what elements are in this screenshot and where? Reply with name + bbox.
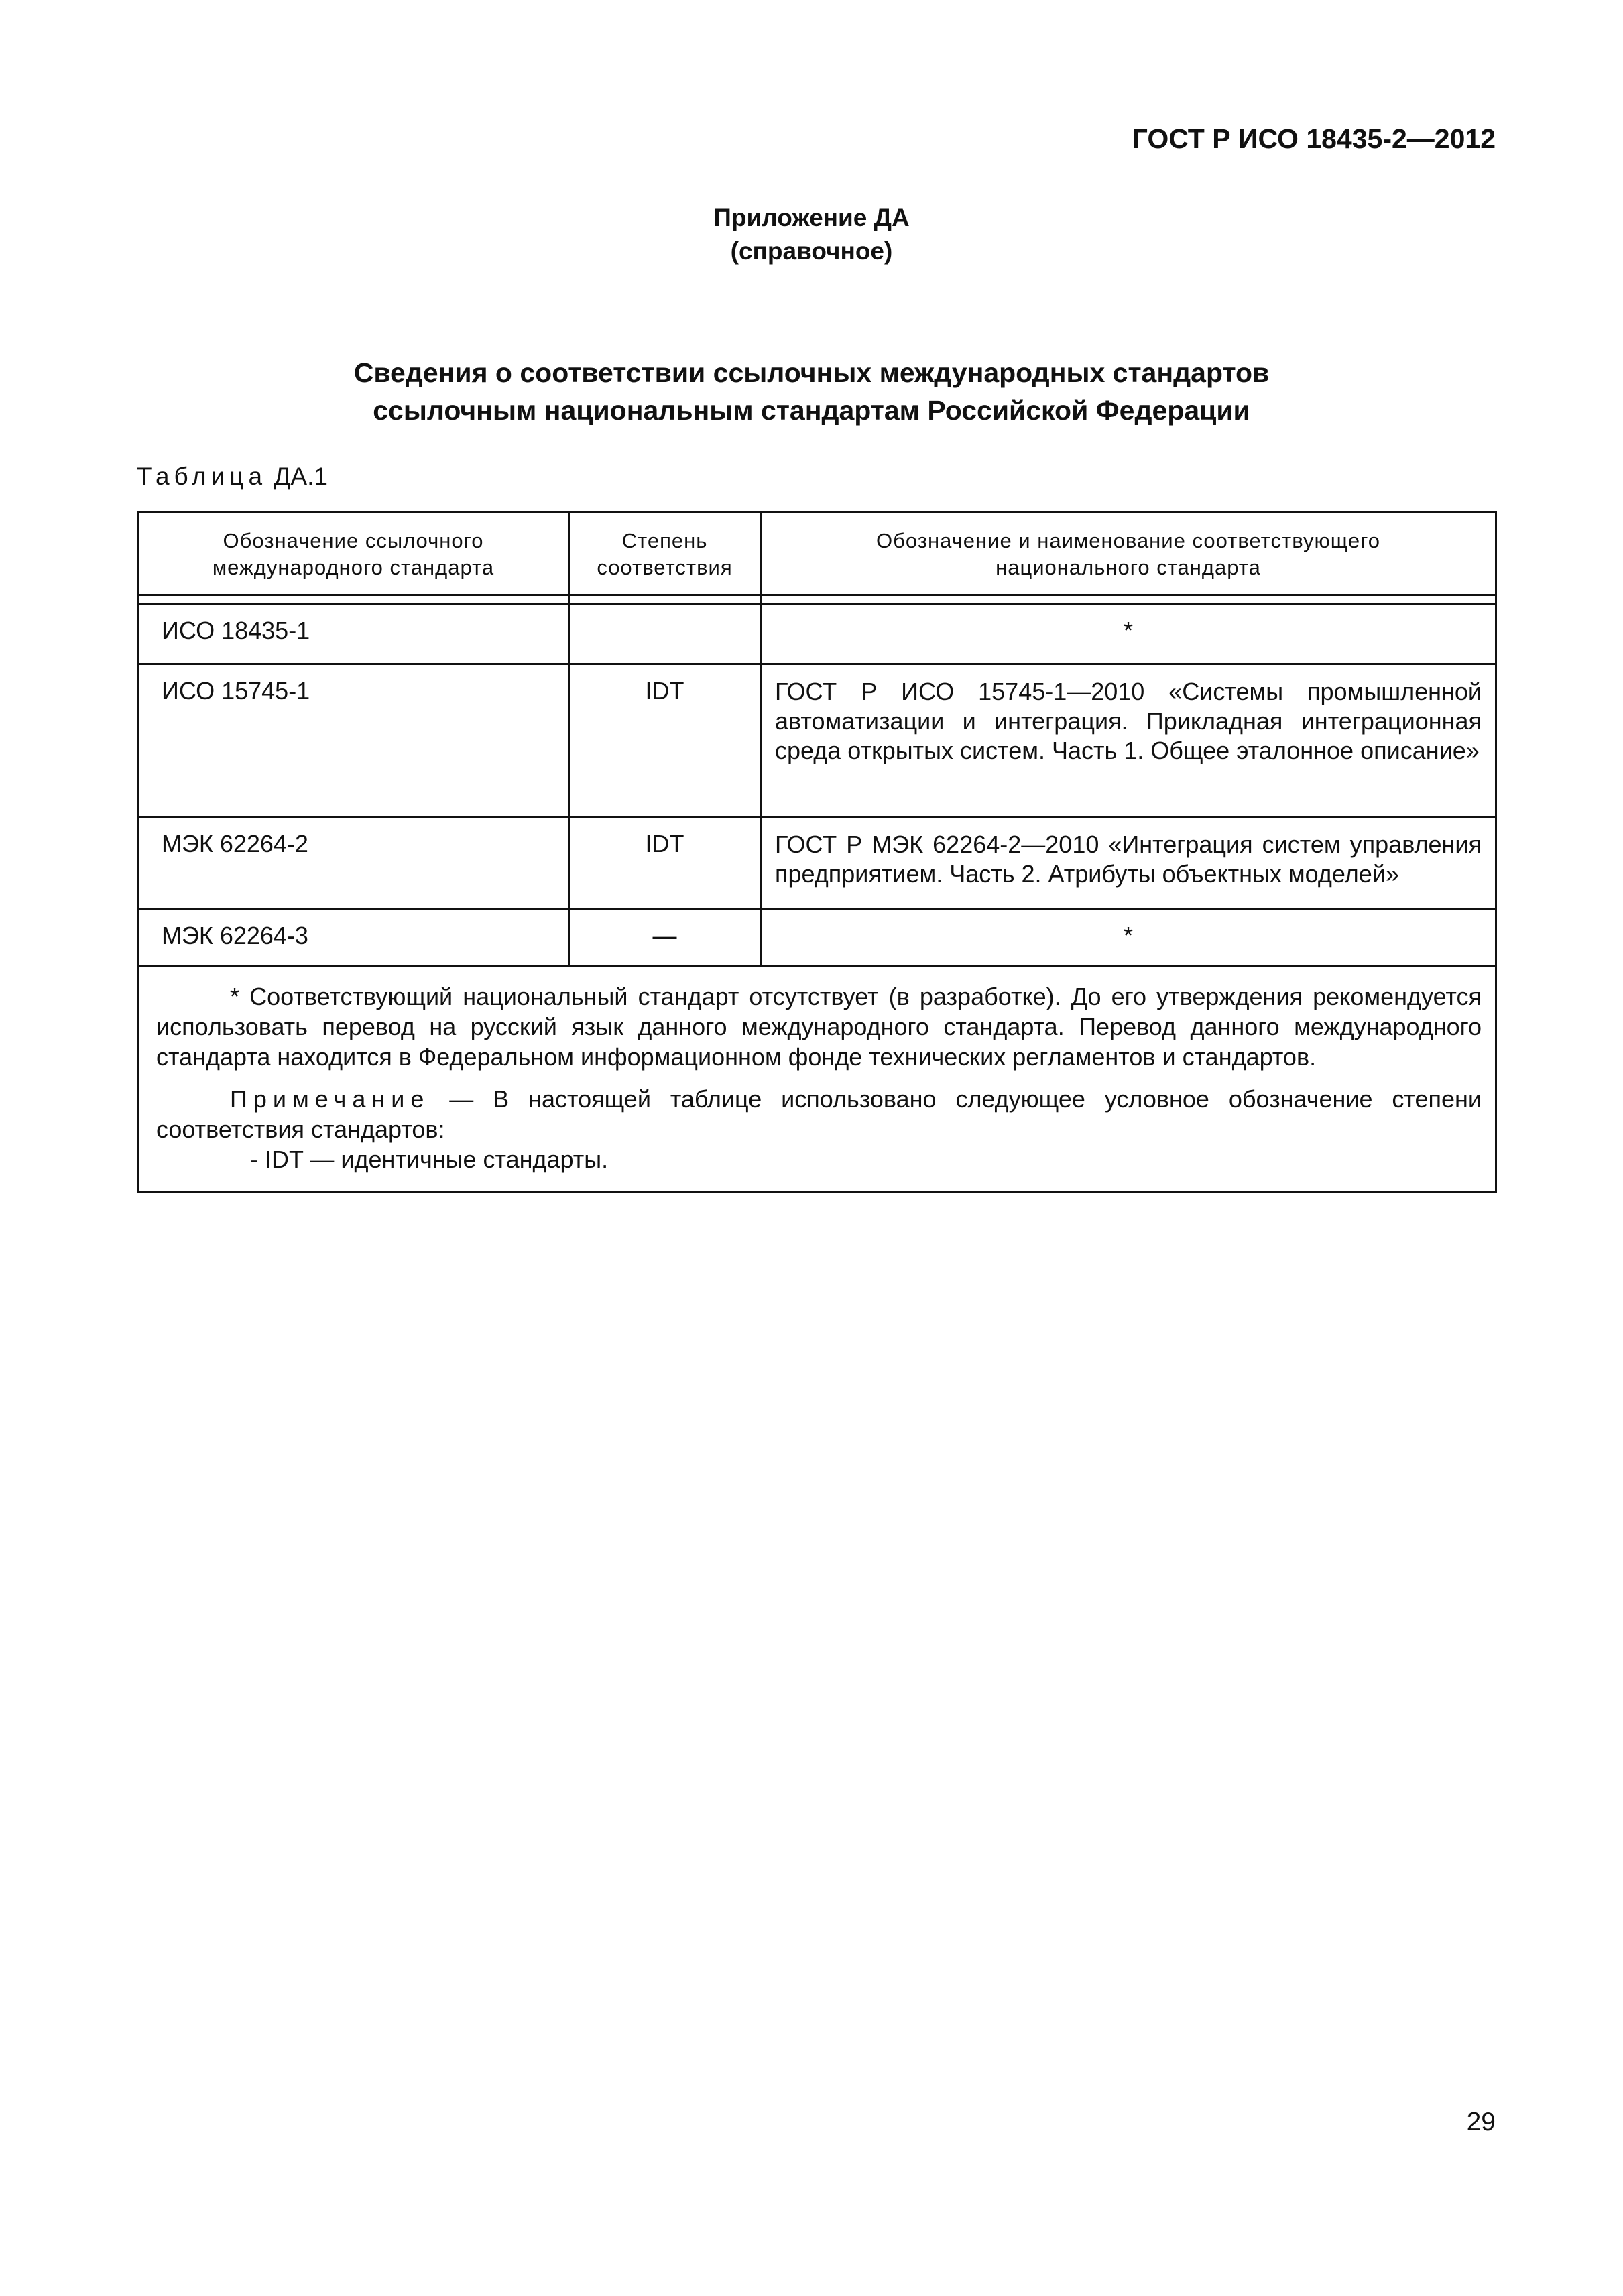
table-footer-row (138, 966, 1496, 1192)
gap-cell (569, 595, 761, 604)
cell-ref: МЭК 62264-3 (138, 909, 569, 966)
header-ref-line-1: Обозначение ссылочного (223, 529, 484, 552)
note-list-item: - IDT — идентичные стандарты. (250, 1146, 609, 1173)
header-national-line-1: Обозначение и наименование соответствующего (876, 529, 1381, 552)
header-national-line-2: национального стандарта (996, 556, 1261, 579)
header-ref-line-2: международного стандарта (212, 556, 495, 579)
table-label (137, 463, 328, 491)
section-title (0, 354, 1623, 429)
table-row (138, 604, 1496, 664)
footnote-text: * Соответствующий национальный стандарт отсутствует (в разработке). До его утверждения рекомендуется использовать перевод на русский язык данного международного стандарта. Перевод данного международного стандарта находится в Федеральном информационном фонде технических регламентов и стандартов. (156, 983, 1482, 1071)
section-title-line-2: ссылочным национальным стандартам Российской Федерации (373, 395, 1250, 426)
footer-spacer (156, 1072, 1482, 1084)
cell-degree: IDT (569, 817, 761, 909)
document-code: ГОСТ Р ИСО 18435-2—2012 (1132, 123, 1496, 154)
cell-degree (569, 604, 761, 664)
cell-national: * (761, 604, 1496, 664)
annex-heading (0, 201, 1623, 268)
header-national-standard (761, 512, 1496, 595)
header-degree-line-1: Степень (621, 529, 708, 552)
table-label-number: ДА.1 (267, 463, 328, 490)
header-degree-line-2: соответствия (597, 556, 733, 579)
cell-national: ГОСТ Р ИСО 15745-1—2010 «Системы промышленной автоматизации и интеграция. Прикладная интеграционная среда открытых систем. Часть 1. Общее эталонное описание» (761, 664, 1496, 817)
annex-title: Приложение ДА (713, 204, 910, 231)
cell-national: * (761, 909, 1496, 966)
cell-ref: ИСО 18435-1 (138, 604, 569, 664)
cell-degree: IDT (569, 664, 761, 817)
table-row (138, 909, 1496, 966)
table-footer (138, 966, 1496, 1192)
gap-cell (138, 595, 569, 604)
annex-kind: (справочное) (730, 237, 893, 265)
table-row (138, 817, 1496, 909)
table-row (138, 664, 1496, 817)
cell-national: ГОСТ Р МЭК 62264-2—2010 «Интеграция систем управления предприятием. Часть 2. Атрибуты объектных моделей» (761, 817, 1496, 909)
cell-ref: МЭК 62264-2 (138, 817, 569, 909)
section-title-line-1: Сведения о соответствии ссылочных международных стандартов (353, 357, 1270, 388)
table-label-word: Таблица (137, 463, 267, 490)
table-header-row (138, 512, 1496, 595)
header-ref-standard (138, 512, 569, 595)
page-number: 29 (1466, 2108, 1496, 2136)
table-header-gap (138, 595, 1496, 604)
cell-ref: ИСО 15745-1 (138, 664, 569, 817)
note-label: Примечание (230, 1085, 430, 1113)
note-body: — В настоящей таблице использовано следующее условное обозначение степени соответствия стандартов: (156, 1085, 1482, 1143)
gap-cell (761, 595, 1496, 604)
header-degree (569, 512, 761, 595)
note-text (156, 1084, 1482, 1144)
cell-degree: — (569, 909, 761, 966)
correspondence-table (137, 511, 1497, 1193)
